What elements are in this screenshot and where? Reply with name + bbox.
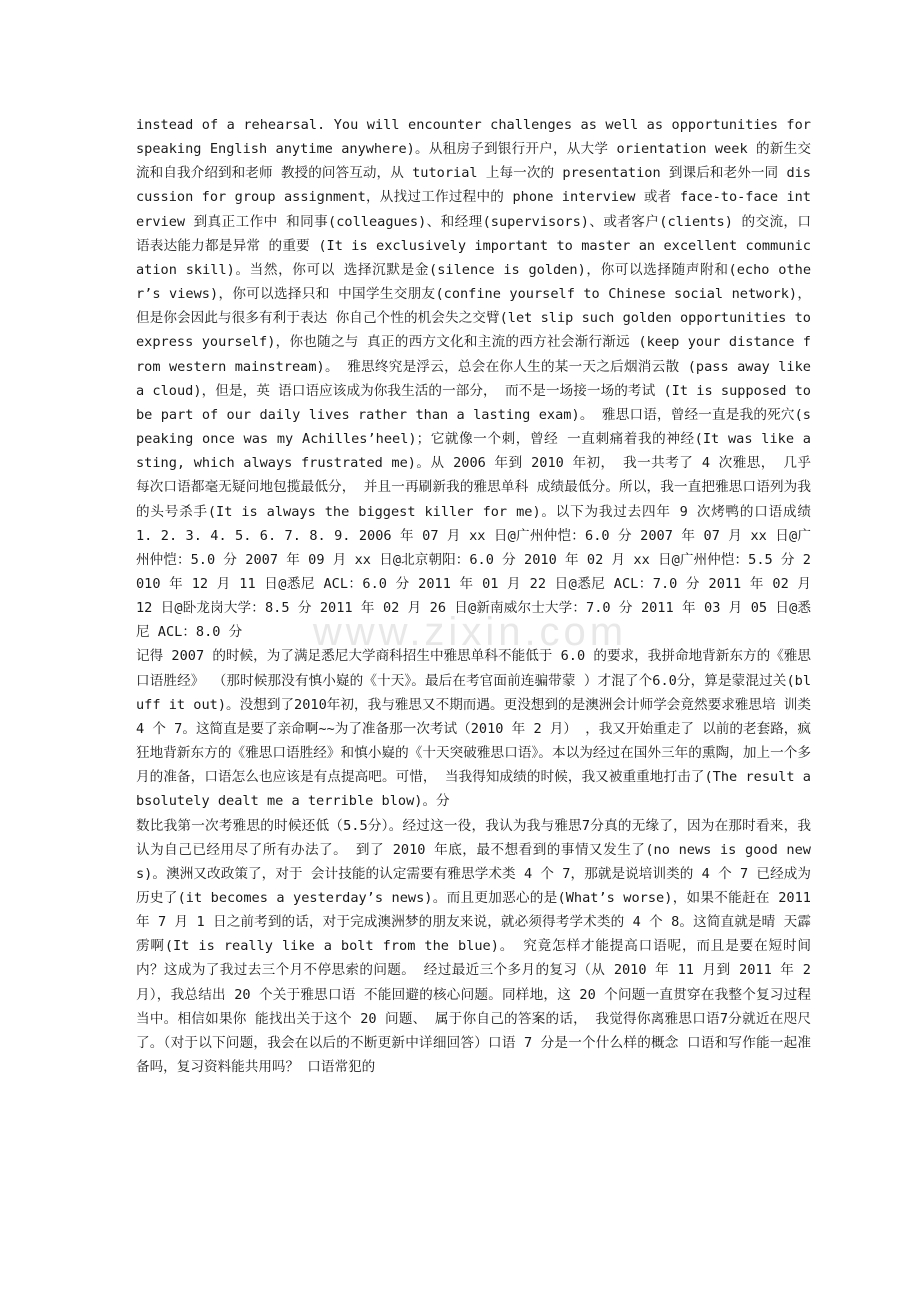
document-body [136,113,811,1079]
paragraph-policy-change: 数比我第一次考雅思的时候还低（5.5分）。经过这一役，我认为我与雅思7分真的无缘了，因为在那时看来，我认为自己已经用尽了所有办法了。 到了 2010 年底，最不想看到的事情又发生了(no news is good news)。澳洲又改政策了，对于 会计技能的认定需要有雅思学术类 4 个 7，那就是说培训类的 4 个 7 已经成为历史了(it becomes a yesterday’s news)。而且更加恶心的是(What’s worse)，如果不能赶在 2011 年 7 月 1 日之前考到的话，对于完成澳洲梦的朋友来说，就必须得考学术类的 4 个 8。这简直就是晴 天霹雳啊(It is really like a bolt from the blue)。 究竟怎样才能提高口语呢，而且是要在短时间内？这成为了我过去三个月不停思索的问题。 经过最近三个多月的复习（从 2010 年 11 月到 2011 年 2 月），我总结出 20 个关于雅思口语 不能回避的核心问题。同样地，这 20 个问题一直贯穿在我整个复习过程当中。相信如果你 能找出关于这个 20 问题、 属于你自己的答案的话， 我觉得你离雅思口语7分就近在咫尺了。（对于以下问题，我会在以后的不断更新中详细回答）口语 7 分是一个什么样的概念 口语和写作能一起准备吗，复习资料能共用吗？ 口语常犯的 [136,817,811,1076]
paragraph-2007-exam-story: 记得 2007 的时候，为了满足悉尼大学商科招生中雅思单科不能低于 6.0 的要求，我拼命地背新东方的《雅思口语胜经》 （那时候那没有慎小嶷的《十天》。最后在考官面前连骗带蒙 ）才混了个6.0分，算是蒙混过关(bluff it out)。没想到了2010年初，我与雅思又不期而遇。更没想到的是澳洲会计师学会竟然要求雅思培 训类 4 个 7。这简直是要了亲命啊~~为了准备那一次考试（2010 年 2 月） ，我又开始重走了 以前的老套路，疯狂地背新东方的《雅思口语胜经》和慎小嶷的《十天突破雅思口语》。本以为经过在国外三年的熏陶，加上一个多月的准备，口语怎么也应该是有点提高吧。可惜， 当我得知成绩的时候，我又被重重地打击了(The result absolutely dealt me a terrible blow)。分 [136,648,811,810]
watermark: www.zixin.com [312,610,628,654]
paragraph-ielts-speaking-intro: instead of a rehearsal. You will encounter challenges as well as opportunities for speaking English anytime anywhere)。从租房子到银行开户，从大学 orientation week 的新生交流和自我介绍到和老师 教授的问答互动，从 tutorial 上每一次的 presentation 到课后和老外一同 discussion for group assignment，从找过工作过程中的 phone interview 或者 face-to-face interview 到真正工作中 和同事(colleagues)、和经理(supervisors)、或者客户(clients) 的交流，口语表达能力都是异常 的重要 (It is exclusively important to master an excellent communication skill)。当然，你可以 选择沉默是金(silence is golden)，你可以选择随声附和(echo other’s views)，你可以选择只和 中国学生交朋友(confine yourself to Chinese social network)， 但是你会因此与很多有利于表达 你自己个性的机会失之交臂(let slip such golden opportunities to express yourself)，你也随之与 真正的西方文化和主流的西方社会渐行渐远 (keep your distance from western mainstream)。 雅思终究是浮云，总会在你人生的某一天之后烟消云散 (pass away like a cloud)，但是，英 语口语应该成为你我生活的一部分， 而不是一场接一场的考试 (It is supposed to be part of our daily lives rather than a lasting exam)。 雅思口语，曾经一直是我的死穴(speaking once was my Achilles’heel)；它就像一个刺，曾经 一直刺痛着我的神经(It was like a sting, which always frustrated me)。从 2006 年到 2010 年初， 我一共考了 4 次雅思， 几乎每次口语都毫无疑问地包揽最低分， 并且一再刷新我的雅思单科 成绩最低分。所以，我一直把雅思口语列为我的头号杀手(It is always the biggest killer for me)。以下为我过去四年 9 次烤鸭的口语成绩 1. 2. 3. 4. 5. 6. 7. 8. 9. 2006 年 07 月 xx 日@广州仲恺：6.0 分 2007 年 07 月 xx 日@广州仲恺：5.0 分 2007 年 09 月 xx 日@北京朝阳：6.0 分 2010 年 02 月 xx 日@广州仲恺：5.5 分 2010 年 12 月 11 日@悉尼 ACL：6.0 分 2011 年 01 月 22 日@悉尼 ACL：7.0 分 2011 年 02 月 12 日@卧龙岗大学：8.5 分 2011 年 02 月 26 日@新南威尔士大学：7.0 分 2011 年 03 月 05 日@悉尼 ACL：8.0 分 [136,117,811,641]
